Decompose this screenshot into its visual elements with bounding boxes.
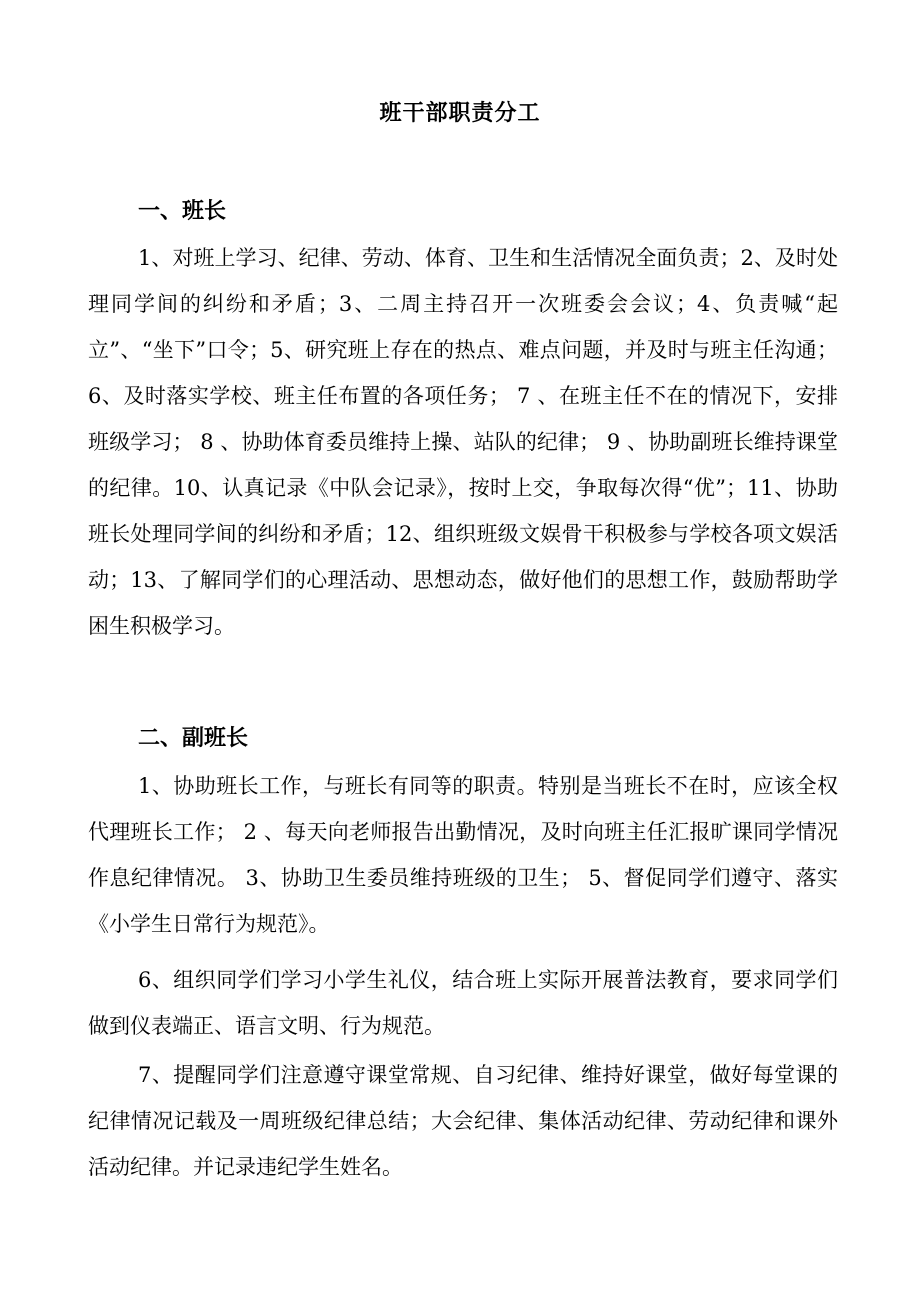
paragraph-vice-monitor-duties-6: 6、组织同学们学习小学生礼仪，结合班上实际开展普法教育，要求同学们做到仪表端正、语言文明、行为规范。 [88, 968, 838, 1038]
paragraph-class-monitor-duties: 1、对班上学习、纪律、劳动、体育、卫生和生活情况全面负责；2、及时处理同学间的纠纷和矛盾；3、二周主持召开一次班委会会议；4、负责喊“起立”、“坐下”口令；5、研究班上存在的热点、难点问题，并及时与班主任沟通；6、及时落实学校、班主任布置的各项任务； 7 、在班主任不在的情况下，安排班级学习； 8 、协助体育委员维持上操、站队的纪律； 9 、协助副班长维持课堂的纪律。10、认真记录《中队会记录》，按时上交，争取每次得“优”；11、协助班长处理同学间的纠纷和矛盾；12、组织班级文娱骨干积极参与学校各项文娱活动；13、了解同学们的心理活动、思想动态，做好他们的思想工作，鼓励帮助学困生积极学习。 [88, 246, 838, 638]
document-title: 班干部职责分工 [379, 100, 541, 126]
section-heading-vice-monitor: 二、副班长 [138, 725, 249, 751]
section-heading-class-monitor: 一、班长 [138, 198, 227, 224]
paragraph-vice-monitor-duties-1: 1、协助班长工作，与班长有同等的职责。特别是当班长不在时，应该全权代理班长工作； 2 、每天向老师报告出勤情况，及时向班主任汇报旷课同学情况作息纪律情况。 3、协助卫生委员维持班级的卫生； 5、督促同学们遵守、落实《小学生日常行为规范》。 [88, 774, 838, 936]
paragraph-vice-monitor-duties-7: 7、提醒同学们注意遵守课堂常规、自习纪律、维持好课堂，做好每堂课的纪律情况记载及一周班级纪律总结；大会纪律、集体活动纪律、劳动纪律和课外活动纪律。并记录违纪学生姓名。 [88, 1063, 838, 1179]
